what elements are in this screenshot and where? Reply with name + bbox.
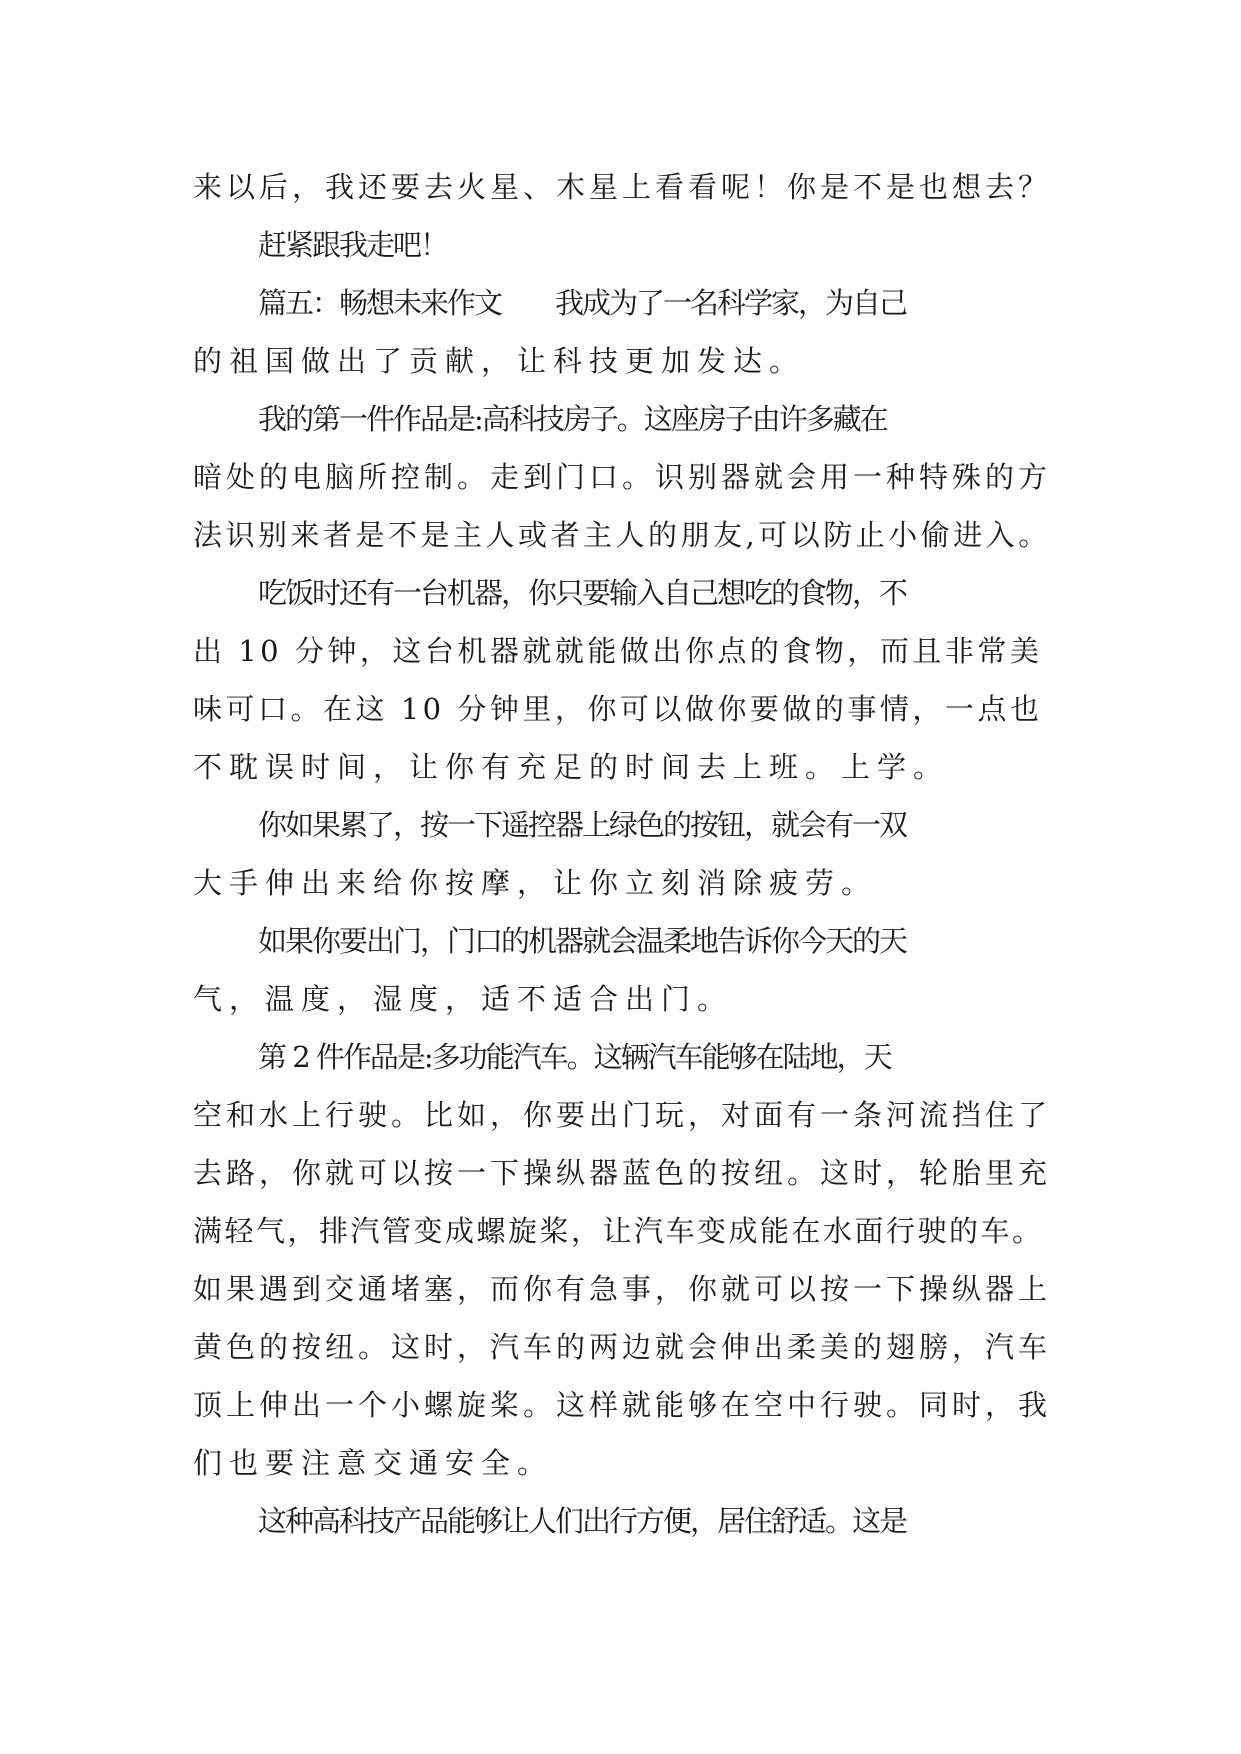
text-line: 顶上伸出一个小螺旋桨。这样就能够在空中行驶。同时，我 bbox=[193, 1388, 1052, 1422]
text-line: 我的第一件作品是:高科技房子。这座房子由许多藏在 bbox=[258, 402, 887, 436]
text-line: 黄色的按纽。这时，汽车的两边就会伸出柔美的翅膀，汽车 bbox=[193, 1330, 1052, 1364]
text-line: 的祖国做出了贡献，让科技更加发达。 bbox=[193, 344, 806, 378]
text-line: 赶紧跟我走吧！ bbox=[258, 228, 448, 262]
text-line: 如果遇到交通堵塞，而你有急事，你就可以按一下操纵器上 bbox=[193, 1272, 1052, 1306]
text-line: 们也要注意交通安全。 bbox=[193, 1446, 554, 1480]
text-line: 味可口。在这 10 分钟里，你可以做你要做的事情，一点也 bbox=[193, 692, 1043, 726]
text-line: 空和水上行驶。比如，你要出门玩，对面有一条河流挡住了 bbox=[193, 1098, 1052, 1132]
text-line: 法识别来者是不是主人或者主人的朋友,可以防止小偷进入。 bbox=[193, 518, 1051, 552]
text-line: 你如果累了，按一下遥控器上绿色的按钮，就会有一双 bbox=[258, 808, 907, 842]
text-line: 出 10 分钟，这台机器就就能做出你点的食物，而且非常美 bbox=[193, 634, 1043, 668]
text-line: 这种高科技产品能够让人们出行方便，居住舒适。这是 bbox=[258, 1504, 907, 1538]
text-line: 如果你要出门，门口的机器就会温柔地告诉你今天的天 bbox=[258, 924, 907, 958]
text-line: 暗处的电脑所控制。走到门口。识别器就会用一种特殊的方 bbox=[193, 460, 1052, 494]
text-line: 大手伸出来给你按摩，让你立刻消除疲劳。 bbox=[193, 866, 878, 900]
text-line: 不耽误时间，让你有充足的时间去上班。上学。 bbox=[193, 750, 950, 784]
text-line: 来以后，我还要去火星、木星上看看呢！你是不是也想去？ bbox=[193, 170, 1052, 204]
text-line: 去路，你就可以按一下操纵器蓝色的按纽。这时，轮胎里充 bbox=[193, 1156, 1052, 1190]
text-line: 满轻气，排汽管变成螺旋桨，让汽车变成能在水面行驶的车。 bbox=[193, 1214, 1044, 1248]
text-line: 第 2 件作品是:多功能汽车。这辆汽车能够在陆地，天 bbox=[258, 1040, 891, 1074]
text-line: 气，温度，湿度，适不适合出门。 bbox=[193, 982, 734, 1016]
text-line: 篇五：畅想未来作文 我成为了一名科学家，为自己 bbox=[258, 286, 907, 320]
text-line: 吃饭时还有一台机器，你只要输入自己想吃的食物，不 bbox=[258, 576, 907, 610]
